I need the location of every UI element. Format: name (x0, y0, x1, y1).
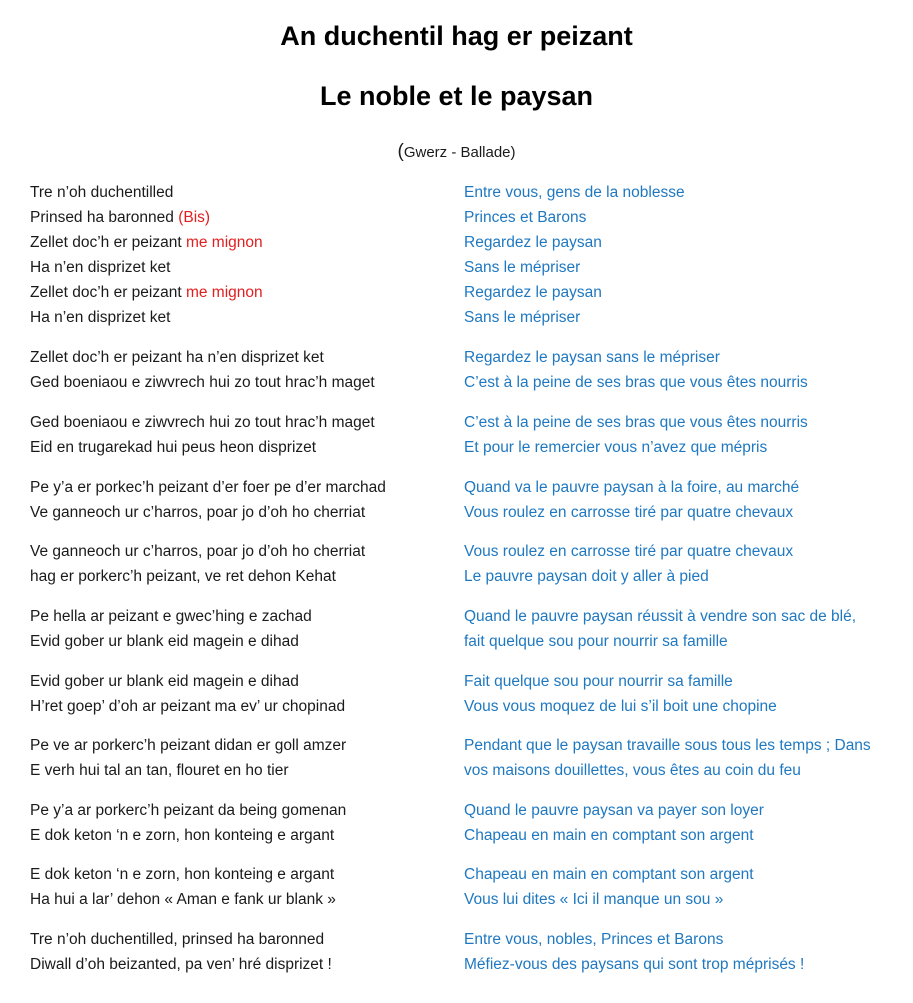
breton-text: Tre n’oh duchentilled (30, 184, 174, 201)
french-line: Vous lui dites « Ici il manque un sou » (464, 891, 724, 908)
french-line: Sans le mépriser (464, 259, 581, 276)
french-line: Fait quelque sou pour nourrir sa famille (464, 673, 733, 690)
refrain-highlight: (Bis) (178, 209, 211, 226)
breton-stanza (30, 862, 450, 912)
french-line: Regardez le paysan (464, 284, 602, 301)
french-stanza (464, 539, 904, 589)
breton-text: Zellet doc’h er peizant (30, 284, 186, 301)
french-stanza (464, 862, 904, 912)
breton-line (30, 798, 450, 823)
refrain-highlight: me mignon (185, 234, 263, 251)
breton-stanza (30, 180, 450, 330)
breton-text: Prinsed ha baronned (30, 209, 179, 226)
breton-line (30, 887, 450, 912)
breton-text: E dok keton ‘n e zorn, hon konteing e argant (30, 866, 335, 883)
breton-text: Pe hella ar peizant e gwec’hing e zachad (30, 608, 312, 625)
breton-stanza (30, 410, 450, 460)
breton-line (30, 180, 450, 205)
breton-stanza (30, 539, 450, 589)
breton-line (30, 952, 450, 977)
french-line: Entre vous, nobles, Princes et Barons (464, 931, 724, 948)
breton-line (30, 694, 450, 719)
french-line: Princes et Barons (464, 209, 587, 226)
breton-line (30, 230, 450, 255)
french-line: Quand va le pauvre paysan à la foire, au marché (464, 479, 800, 496)
french-stanza (464, 475, 904, 525)
french-line: Et pour le remercier vous n’avez que mépris (464, 439, 768, 456)
breton-text: Eid en trugarekad hui peus heon disprizet (30, 439, 317, 456)
french-line: Sans le mépriser (464, 309, 581, 326)
breton-text: Pe y’a er porkec’h peizant d’er foer pe d’er marchad (30, 479, 386, 496)
subtitle-paren: ( (397, 141, 404, 162)
breton-text: Ha n’en disprizet ket (30, 309, 171, 326)
breton-text: Ha hui a lar’ dehon « Aman e fank ur blank » (30, 891, 336, 908)
french-line: Entre vous, gens de la noblesse (464, 184, 685, 201)
breton-line (30, 927, 450, 952)
subtitle (0, 141, 913, 163)
subtitle-text: Gwerz - Ballade) (403, 144, 516, 161)
title-french: Le noble et le paysan (319, 81, 594, 111)
breton-line (30, 370, 450, 395)
french-line: Regardez le paysan (464, 234, 602, 251)
french-line: Chapeau en main en comptant son argent (464, 827, 754, 844)
refrain-highlight: me mignon (185, 284, 263, 301)
french-stanza (464, 798, 904, 848)
breton-line (30, 475, 450, 500)
french-stanza (464, 733, 904, 783)
breton-text: Pe y’a ar porkerc’h peizant da being gomenan (30, 802, 347, 819)
breton-text: Diwall d’oh beizanted, pa ven’ hré disprizet ! (30, 956, 332, 973)
breton-line (30, 305, 450, 330)
french-line: C’est à la peine de ses bras que vous êtes nourris (464, 374, 808, 391)
french-stanza (464, 180, 904, 330)
breton-text: H’ret goep’ d’oh ar peizant ma ev’ ur chopinad (30, 698, 346, 715)
breton-line (30, 758, 450, 783)
breton-line (30, 435, 450, 460)
breton-text: Ve ganneoch ur c’harros, poar jo d’oh ho cherriat (30, 504, 366, 521)
breton-stanza (30, 475, 450, 525)
french-line: vos maisons douillettes, vous êtes au coin du feu (464, 762, 801, 779)
breton-line (30, 862, 450, 887)
breton-line (30, 500, 450, 525)
breton-stanza (30, 604, 450, 654)
french-line: Quand le pauvre paysan va payer son loyer (464, 802, 764, 819)
french-line: Le pauvre paysan doit y aller à pied (464, 568, 709, 585)
french-line: fait quelque sou pour nourrir sa famille (464, 633, 728, 650)
french-line: Quand le pauvre paysan réussit à vendre son sac de blé, (464, 608, 857, 625)
french-line: Vous roulez en carrosse tiré par quatre chevaux (464, 504, 794, 521)
french-column (464, 180, 904, 977)
breton-text: Ged boeniaou e ziwvrech hui zo tout hrac’h maget (30, 374, 375, 391)
breton-text: Ged boeniaou e ziwvrech hui zo tout hrac’h maget (30, 414, 375, 431)
breton-text: Tre n’oh duchentilled, prinsed ha baronned (30, 931, 325, 948)
breton-line (30, 564, 450, 589)
french-line: Pendant que le paysan travaille sous tous les temps ; Dans (464, 737, 871, 754)
breton-stanza (30, 733, 450, 783)
breton-column (30, 180, 450, 977)
breton-text: E dok keton ‘n e zorn, hon konteing e argant (30, 827, 335, 844)
french-line: Vous vous moquez de lui s’il boit une chopine (464, 698, 777, 715)
breton-line (30, 410, 450, 435)
breton-stanza (30, 345, 450, 395)
breton-line (30, 604, 450, 629)
french-line: Regardez le paysan sans le mépriser (464, 349, 720, 366)
breton-text: Zellet doc’h er peizant ha n’en disprizet ket (30, 349, 324, 366)
breton-text: Evid gober ur blank eid magein e dihad (30, 673, 299, 690)
breton-text: Ve ganneoch ur c’harros, poar jo d’oh ho cherriat (30, 543, 366, 560)
breton-line (30, 823, 450, 848)
title-breton: An duchentil hag er peizant (280, 21, 633, 51)
french-line: Vous roulez en carrosse tiré par quatre chevaux (464, 543, 794, 560)
breton-text: E verh hui tal an tan, flouret en ho tier (30, 762, 289, 779)
french-stanza (464, 345, 904, 395)
breton-line (30, 255, 450, 280)
french-stanza (464, 669, 904, 719)
french-stanza (464, 927, 904, 977)
breton-stanza (30, 927, 450, 977)
breton-text: hag er porkerc’h peizant, ve ret dehon Kehat (30, 568, 336, 585)
breton-line (30, 539, 450, 564)
breton-line (30, 205, 450, 230)
french-stanza (464, 604, 904, 654)
french-line: C’est à la peine de ses bras que vous êtes nourris (464, 414, 808, 431)
breton-text: Ha n’en disprizet ket (30, 259, 171, 276)
breton-text: Pe ve ar porkerc’h peizant didan er goll amzer (30, 737, 347, 754)
breton-line (30, 629, 450, 654)
breton-line (30, 669, 450, 694)
breton-line (30, 280, 450, 305)
french-stanza (464, 410, 904, 460)
breton-text: Zellet doc’h er peizant (30, 234, 186, 251)
french-line: Chapeau en main en comptant son argent (464, 866, 754, 883)
breton-line (30, 733, 450, 758)
breton-text: Evid gober ur blank eid magein e dihad (30, 633, 299, 650)
breton-stanza (30, 798, 450, 848)
breton-line (30, 345, 450, 370)
french-line: Méfiez-vous des paysans qui sont trop méprisés ! (464, 956, 805, 973)
breton-stanza (30, 669, 450, 719)
